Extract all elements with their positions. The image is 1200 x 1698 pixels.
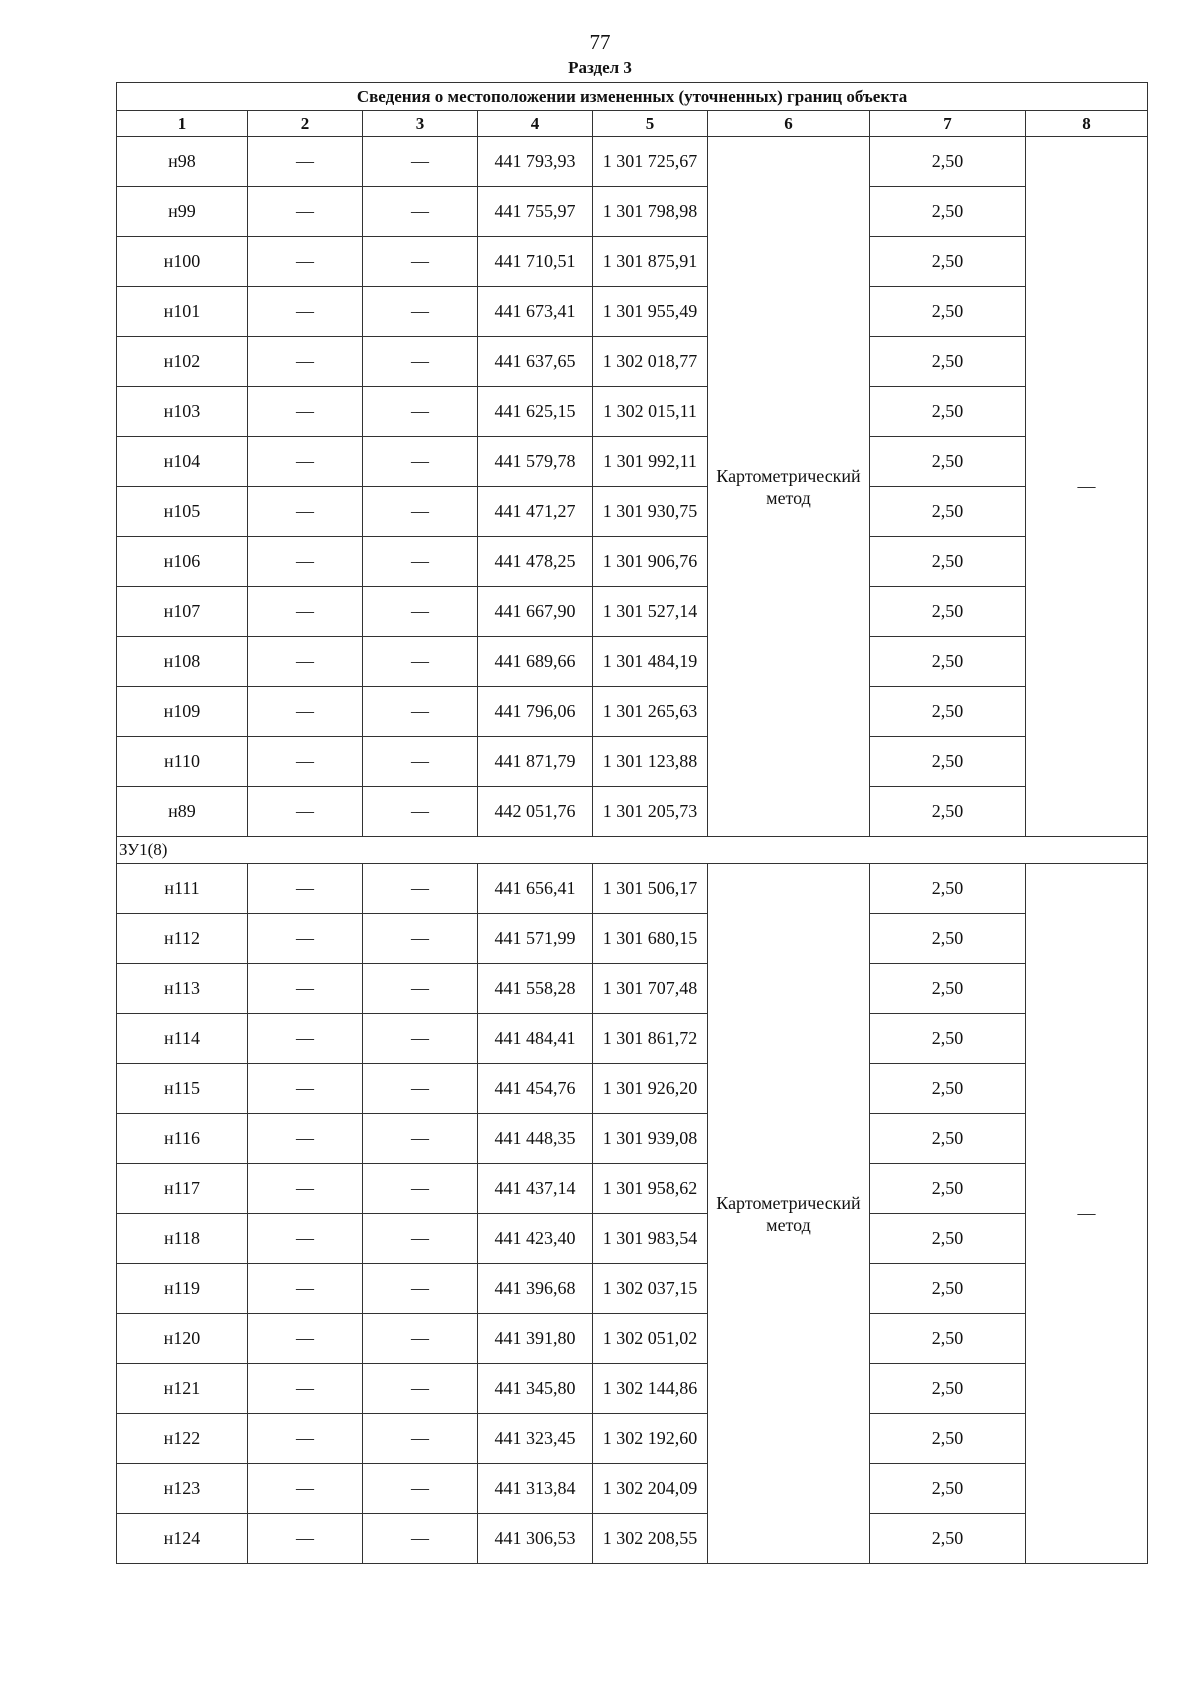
point-name-cell: н110 (117, 737, 248, 787)
point-name-cell: н103 (117, 387, 248, 437)
column-header: 6 (708, 111, 870, 137)
col2-cell: — (248, 1064, 363, 1114)
col3-cell: — (363, 437, 478, 487)
point-name-cell: н99 (117, 187, 248, 237)
coordinates-table (116, 82, 1148, 1564)
point-name-cell: н112 (117, 914, 248, 964)
col3-cell: — (363, 187, 478, 237)
col3-cell: — (363, 1414, 478, 1464)
col3-cell: — (363, 737, 478, 787)
table-row (117, 387, 1148, 437)
col2-cell: — (248, 1464, 363, 1514)
col2-cell: — (248, 387, 363, 437)
table-row (117, 1164, 1148, 1214)
accuracy-cell: 2,50 (870, 537, 1026, 587)
x-coordinate-cell: 441 345,80 (478, 1364, 593, 1414)
point-name-cell: н118 (117, 1214, 248, 1264)
col2-cell: — (248, 687, 363, 737)
x-coordinate-cell: 441 396,68 (478, 1264, 593, 1314)
table-row (117, 1264, 1148, 1314)
table-row (117, 787, 1148, 837)
x-coordinate-cell: 441 793,93 (478, 137, 593, 187)
col2-cell: — (248, 787, 363, 837)
column-header: 7 (870, 111, 1026, 137)
accuracy-cell: 2,50 (870, 1114, 1026, 1164)
col2-cell: — (248, 337, 363, 387)
col3-cell: — (363, 1314, 478, 1364)
y-coordinate-cell: 1 302 204,09 (593, 1464, 708, 1514)
col2-cell: — (248, 914, 363, 964)
y-coordinate-cell: 1 301 926,20 (593, 1064, 708, 1114)
accuracy-cell: 2,50 (870, 237, 1026, 287)
col3-cell: — (363, 1014, 478, 1064)
accuracy-cell: 2,50 (870, 287, 1026, 337)
col2-cell: — (248, 1214, 363, 1264)
y-coordinate-cell: 1 301 707,48 (593, 964, 708, 1014)
y-coordinate-cell: 1 301 484,19 (593, 637, 708, 687)
point-name-cell: н123 (117, 1464, 248, 1514)
x-coordinate-cell: 441 871,79 (478, 737, 593, 787)
point-name-cell: н107 (117, 587, 248, 637)
y-coordinate-cell: 1 301 205,73 (593, 787, 708, 837)
col8-cell: — (1026, 137, 1148, 837)
x-coordinate-cell: 441 391,80 (478, 1314, 593, 1364)
table-row (117, 737, 1148, 787)
table-caption: Сведения о местоположении измененных (уточненных) границ объекта (117, 83, 1148, 111)
group-label: ЗУ1(8) (117, 837, 1148, 864)
group-row (117, 837, 1148, 864)
table-row (117, 587, 1148, 637)
table-row (117, 337, 1148, 387)
table-row (117, 1464, 1148, 1514)
y-coordinate-cell: 1 302 051,02 (593, 1314, 708, 1364)
col3-cell: — (363, 387, 478, 437)
x-coordinate-cell: 441 710,51 (478, 237, 593, 287)
col3-cell: — (363, 1364, 478, 1414)
x-coordinate-cell: 441 667,90 (478, 587, 593, 637)
x-coordinate-cell: 441 755,97 (478, 187, 593, 237)
col3-cell: — (363, 587, 478, 637)
col3-cell: — (363, 1264, 478, 1314)
col2-cell: — (248, 487, 363, 537)
table-row (117, 964, 1148, 1014)
point-name-cell: н121 (117, 1364, 248, 1414)
y-coordinate-cell: 1 301 506,17 (593, 864, 708, 914)
point-name-cell: н120 (117, 1314, 248, 1364)
page-number: 77 (589, 30, 611, 54)
y-coordinate-cell: 1 302 144,86 (593, 1364, 708, 1414)
y-coordinate-cell: 1 302 208,55 (593, 1514, 708, 1564)
table-row (117, 1114, 1148, 1164)
point-name-cell: н122 (117, 1414, 248, 1464)
table-row (117, 914, 1148, 964)
y-coordinate-cell: 1 301 983,54 (593, 1214, 708, 1264)
col3-cell: — (363, 864, 478, 914)
column-header: 8 (1026, 111, 1148, 137)
x-coordinate-cell: 442 051,76 (478, 787, 593, 837)
accuracy-cell: 2,50 (870, 964, 1026, 1014)
method-cell: Картометрический метод (708, 864, 870, 1564)
column-header: 5 (593, 111, 708, 137)
col3-cell: — (363, 1214, 478, 1264)
x-coordinate-cell: 441 484,41 (478, 1014, 593, 1064)
point-name-cell: н102 (117, 337, 248, 387)
x-coordinate-cell: 441 471,27 (478, 487, 593, 537)
point-name-cell: н124 (117, 1514, 248, 1564)
col2-cell: — (248, 1314, 363, 1364)
y-coordinate-cell: 1 301 725,67 (593, 137, 708, 187)
col3-cell: — (363, 637, 478, 687)
x-coordinate-cell: 441 448,35 (478, 1114, 593, 1164)
accuracy-cell: 2,50 (870, 737, 1026, 787)
x-coordinate-cell: 441 423,40 (478, 1214, 593, 1264)
point-name-cell: н113 (117, 964, 248, 1014)
col2-cell: — (248, 1164, 363, 1214)
col3-cell: — (363, 1114, 478, 1164)
accuracy-cell: 2,50 (870, 1164, 1026, 1214)
table-row (117, 1364, 1148, 1414)
x-coordinate-cell: 441 571,99 (478, 914, 593, 964)
col3-cell: — (363, 287, 478, 337)
col3-cell: — (363, 964, 478, 1014)
col3-cell: — (363, 537, 478, 587)
point-name-cell: н100 (117, 237, 248, 287)
table-row (117, 687, 1148, 737)
point-name-cell: н116 (117, 1114, 248, 1164)
point-name-cell: н104 (117, 437, 248, 487)
x-coordinate-cell: 441 323,45 (478, 1414, 593, 1464)
x-coordinate-cell: 441 673,41 (478, 287, 593, 337)
col2-cell: — (248, 637, 363, 687)
accuracy-cell: 2,50 (870, 1364, 1026, 1414)
accuracy-cell: 2,50 (870, 1214, 1026, 1264)
col2-cell: — (248, 287, 363, 337)
accuracy-cell: 2,50 (870, 1414, 1026, 1464)
table-row (117, 237, 1148, 287)
col3-cell: — (363, 487, 478, 537)
point-name-cell: н89 (117, 787, 248, 837)
accuracy-cell: 2,50 (870, 1064, 1026, 1114)
col2-cell: — (248, 237, 363, 287)
table-row (117, 1014, 1148, 1064)
x-coordinate-cell: 441 796,06 (478, 687, 593, 737)
column-header: 2 (248, 111, 363, 137)
y-coordinate-cell: 1 301 527,14 (593, 587, 708, 637)
y-coordinate-cell: 1 302 192,60 (593, 1414, 708, 1464)
point-name-cell: н117 (117, 1164, 248, 1214)
method-cell: Картометрический метод (708, 137, 870, 837)
section-title: Раздел 3 (568, 58, 632, 77)
accuracy-cell: 2,50 (870, 487, 1026, 537)
y-coordinate-cell: 1 301 930,75 (593, 487, 708, 537)
point-name-cell: н106 (117, 537, 248, 587)
column-number-row (117, 111, 1148, 137)
accuracy-cell: 2,50 (870, 187, 1026, 237)
table-row (117, 1314, 1148, 1364)
x-coordinate-cell: 441 478,25 (478, 537, 593, 587)
y-coordinate-cell: 1 302 018,77 (593, 337, 708, 387)
accuracy-cell: 2,50 (870, 914, 1026, 964)
x-coordinate-cell: 441 689,66 (478, 637, 593, 687)
col3-cell: — (363, 1464, 478, 1514)
table-row (117, 437, 1148, 487)
col2-cell: — (248, 1514, 363, 1564)
y-coordinate-cell: 1 301 123,88 (593, 737, 708, 787)
col2-cell: — (248, 1014, 363, 1064)
table-body (117, 137, 1148, 1564)
accuracy-cell: 2,50 (870, 587, 1026, 637)
table-row (117, 1414, 1148, 1464)
y-coordinate-cell: 1 301 861,72 (593, 1014, 708, 1064)
table-row (117, 137, 1148, 187)
accuracy-cell: 2,50 (870, 1514, 1026, 1564)
y-coordinate-cell: 1 302 015,11 (593, 387, 708, 437)
col3-cell: — (363, 337, 478, 387)
accuracy-cell: 2,50 (870, 1464, 1026, 1514)
y-coordinate-cell: 1 302 037,15 (593, 1264, 708, 1314)
point-name-cell: н98 (117, 137, 248, 187)
x-coordinate-cell: 441 454,76 (478, 1064, 593, 1114)
point-name-cell: н115 (117, 1064, 248, 1114)
x-coordinate-cell: 441 625,15 (478, 387, 593, 437)
x-coordinate-cell: 441 306,53 (478, 1514, 593, 1564)
point-name-cell: н101 (117, 287, 248, 337)
col3-cell: — (363, 1064, 478, 1114)
x-coordinate-cell: 441 558,28 (478, 964, 593, 1014)
y-coordinate-cell: 1 301 958,62 (593, 1164, 708, 1214)
col3-cell: — (363, 914, 478, 964)
col2-cell: — (248, 864, 363, 914)
table-row (117, 864, 1148, 914)
table-row (117, 187, 1148, 237)
accuracy-cell: 2,50 (870, 387, 1026, 437)
table-row (117, 287, 1148, 337)
col2-cell: — (248, 1364, 363, 1414)
table-row (117, 537, 1148, 587)
accuracy-cell: 2,50 (870, 1264, 1026, 1314)
accuracy-cell: 2,50 (870, 337, 1026, 387)
col2-cell: — (248, 437, 363, 487)
y-coordinate-cell: 1 301 798,98 (593, 187, 708, 237)
accuracy-cell: 2,50 (870, 137, 1026, 187)
accuracy-cell: 2,50 (870, 687, 1026, 737)
col3-cell: — (363, 1164, 478, 1214)
x-coordinate-cell: 441 656,41 (478, 864, 593, 914)
accuracy-cell: 2,50 (870, 1314, 1026, 1364)
col2-cell: — (248, 1114, 363, 1164)
accuracy-cell: 2,50 (870, 864, 1026, 914)
accuracy-cell: 2,50 (870, 637, 1026, 687)
point-name-cell: н114 (117, 1014, 248, 1064)
point-name-cell: н109 (117, 687, 248, 737)
table-row (117, 1064, 1148, 1114)
y-coordinate-cell: 1 301 906,76 (593, 537, 708, 587)
col2-cell: — (248, 964, 363, 1014)
point-name-cell: н108 (117, 637, 248, 687)
x-coordinate-cell: 441 579,78 (478, 437, 593, 487)
y-coordinate-cell: 1 301 265,63 (593, 687, 708, 737)
point-name-cell: н111 (117, 864, 248, 914)
accuracy-cell: 2,50 (870, 1014, 1026, 1064)
col3-cell: — (363, 687, 478, 737)
y-coordinate-cell: 1 301 939,08 (593, 1114, 708, 1164)
point-name-cell: н119 (117, 1264, 248, 1314)
x-coordinate-cell: 441 637,65 (478, 337, 593, 387)
accuracy-cell: 2,50 (870, 787, 1026, 837)
col3-cell: — (363, 137, 478, 187)
table-row (117, 1214, 1148, 1264)
col2-cell: — (248, 1264, 363, 1314)
x-coordinate-cell: 441 437,14 (478, 1164, 593, 1214)
col8-cell: — (1026, 864, 1148, 1564)
x-coordinate-cell: 441 313,84 (478, 1464, 593, 1514)
y-coordinate-cell: 1 301 875,91 (593, 237, 708, 287)
col2-cell: — (248, 1414, 363, 1464)
col3-cell: — (363, 787, 478, 837)
y-coordinate-cell: 1 301 955,49 (593, 287, 708, 337)
col2-cell: — (248, 587, 363, 637)
accuracy-cell: 2,50 (870, 437, 1026, 487)
table-row (117, 1514, 1148, 1564)
col2-cell: — (248, 137, 363, 187)
col3-cell: — (363, 1514, 478, 1564)
y-coordinate-cell: 1 301 992,11 (593, 437, 708, 487)
col2-cell: — (248, 537, 363, 587)
table-row (117, 637, 1148, 687)
column-header: 4 (478, 111, 593, 137)
point-name-cell: н105 (117, 487, 248, 537)
col2-cell: — (248, 737, 363, 787)
y-coordinate-cell: 1 301 680,15 (593, 914, 708, 964)
column-header: 3 (363, 111, 478, 137)
table-row (117, 487, 1148, 537)
column-header: 1 (117, 111, 248, 137)
col2-cell: — (248, 187, 363, 237)
col3-cell: — (363, 237, 478, 287)
